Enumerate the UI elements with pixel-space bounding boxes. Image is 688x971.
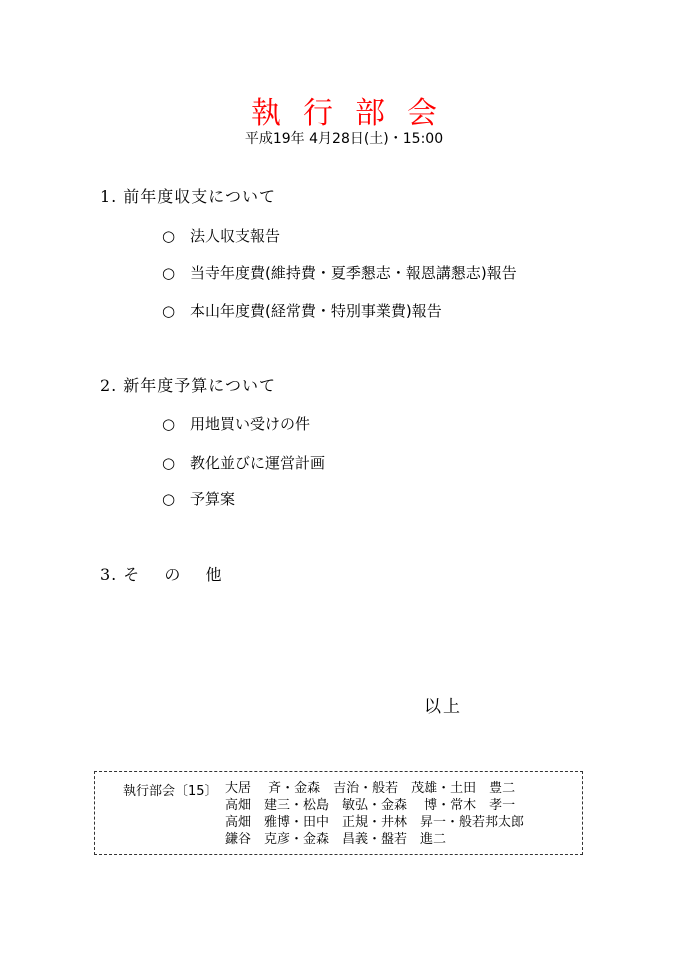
members-label: 執行部会〔15〕 bbox=[123, 784, 218, 799]
section-2-heading bbox=[100, 373, 276, 396]
circle-bullet-icon: ○ bbox=[162, 490, 176, 508]
list-item: ○ 予算案 bbox=[162, 490, 236, 508]
section-title: 新年度予算について bbox=[123, 376, 276, 395]
members-line: 鎌谷 克彦・金森 昌義・盤若 進二 bbox=[225, 832, 447, 847]
list-item: ○ 用地買い受けの件 bbox=[162, 415, 311, 433]
circle-bullet-icon: ○ bbox=[162, 454, 176, 472]
members-line: 大居 斉・金森 吉治・般若 茂雄・土田 豊二 bbox=[225, 781, 516, 796]
section-1-heading bbox=[100, 184, 276, 207]
page-title: 執行部会 bbox=[251, 96, 459, 131]
section-number: 1. bbox=[100, 187, 118, 206]
section-number: 2. bbox=[100, 376, 118, 395]
section-3-heading bbox=[100, 562, 231, 585]
circle-bullet-icon: ○ bbox=[162, 264, 176, 282]
meeting-date: 平成19年 4月28日(土)・15:00 bbox=[244, 131, 444, 147]
members-box bbox=[94, 771, 583, 855]
members-line: 高畑 雅博・田中 正規・井林 昇一・般若邦太郎 bbox=[225, 815, 525, 830]
list-item: ○ 法人収支報告 bbox=[162, 227, 281, 245]
members-list bbox=[225, 780, 524, 848]
list-item: ○ 教化並びに運営計画 bbox=[162, 454, 326, 472]
closing-text: 以上 bbox=[424, 697, 462, 717]
section-number: 3. bbox=[100, 565, 118, 584]
members-line: 高畑 建三・松島 敏弘・金森 博・常木 孝一 bbox=[225, 798, 516, 813]
section-title: 前年度収支について bbox=[123, 187, 276, 206]
circle-bullet-icon: ○ bbox=[162, 415, 176, 433]
circle-bullet-icon: ○ bbox=[162, 227, 176, 245]
list-item: ○ 本山年度費(経常費・特別事業費)報告 bbox=[162, 302, 442, 320]
section-title: そ の 他 bbox=[123, 565, 232, 584]
circle-bullet-icon: ○ bbox=[162, 302, 176, 320]
list-item: ○ 当寺年度費(維持費・夏季懇志・報恩講懇志)報告 bbox=[162, 264, 517, 282]
